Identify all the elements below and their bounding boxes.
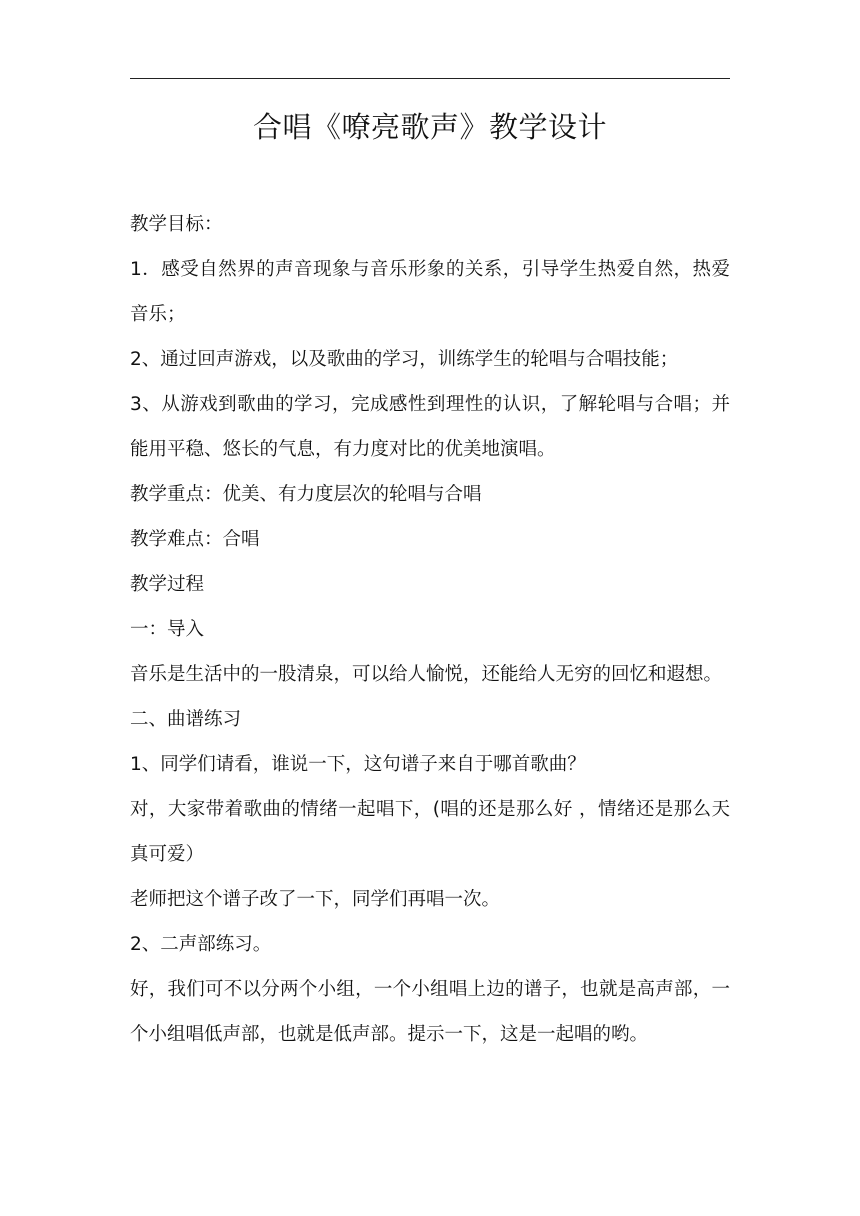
paragraph-section-score: 二、曲谱练习	[130, 709, 242, 730]
paragraph-section-intro: 一：导入	[130, 619, 205, 640]
paragraph-intro-text: 音乐是生活中的一股清泉，可以给人愉悦，还能给人无穷的回忆和遐想。	[130, 664, 723, 685]
paragraph-difficulty: 教学难点：合唱	[130, 529, 260, 550]
paragraph-score-changed: 老师把这个谱子改了一下，同学们再唱一次。	[130, 889, 501, 910]
paragraph-score-step-1: 1、同学们请看，谁说一下，这句谱子来自于哪首歌曲？	[130, 754, 586, 775]
paragraph-process-heading: 教学过程	[130, 574, 205, 595]
paragraph-objective-2: 2、通过回声游戏，以及歌曲的学习，训练学生的轮唱与合唱技能；	[130, 349, 679, 370]
header-rule	[130, 78, 730, 79]
paragraph-two-part-heading: 2、二声部练习。	[130, 934, 272, 955]
paragraph-objective-1: 1．感受自然界的声音现象与音乐形象的关系，引导学生热爱自然，热爱音乐；	[130, 259, 730, 325]
paragraph-key-point: 教学重点：优美、有力度层次的轮唱与合唱	[130, 484, 482, 505]
paragraph-score-sing: 对，大家带着歌曲的情绪一起唱下，(唱的还是那么好 ，情绪还是那么天真可爱）	[130, 799, 730, 865]
document-title: 合唱《嘹亮歌声》教学设计	[252, 110, 607, 144]
paragraph-objective-3: 3、从游戏到歌曲的学习，完成感性到理性的认识，了解轮唱与合唱；并能用平稳、悠长的气息，有力度对比的优美地演唱。	[130, 394, 730, 460]
paragraph-objectives-heading: 教学目标：	[130, 214, 223, 235]
paragraph-two-part-text: 好，我们可不以分两个小组，一个小组唱上边的谱子，也就是高声部，一个小组唱低声部，也就是低声部。提示一下，这是一起唱的哟。	[130, 979, 730, 1045]
document-body	[130, 202, 730, 1057]
